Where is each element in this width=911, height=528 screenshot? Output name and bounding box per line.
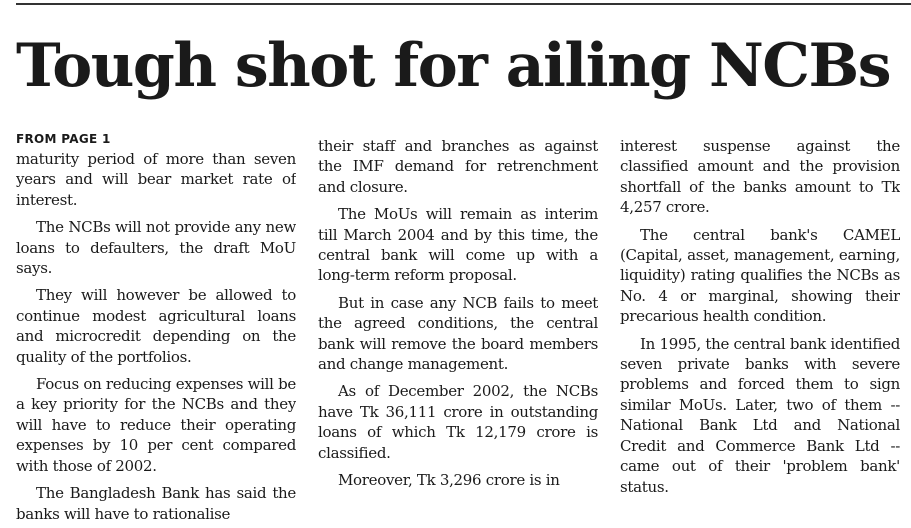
- article-paragraph: The central bank's CAMEL (Capital, asset, management, earning, liquidity) rating qualifies the NCBs as No. 4 or marginal, showing their precarious health condition.: [620, 225, 900, 326]
- article-headline: Tough shot for ailing NCBs: [16, 31, 891, 101]
- article-column-3: [620, 136, 900, 528]
- article-column-1: [16, 130, 296, 522]
- article-paragraph: interest suspense against the classified amount and the provision shortfall of the banks amount to Tk 4,257 crore.: [620, 137, 900, 217]
- article-paragraph: Focus on reducing expenses will be a key priority for the NCBs and they will have to reduce their operating expenses by 10 per cent compared with those of 2002.: [16, 375, 296, 475]
- article-paragraph: The MoUs will remain as interim till March 2004 and by this time, the central bank will come up with a long-term reform proposal.: [318, 205, 598, 285]
- article-paragraph: Moreover, Tk 3,296 crore is in: [338, 471, 560, 490]
- article-paragraph: their staff and branches as against the IMF demand for retrenchment and closure.: [318, 137, 598, 196]
- continuation-kicker: FROM PAGE 1: [16, 132, 111, 146]
- article-paragraph: maturity period of more than seven years and will bear market rate of interest.: [16, 150, 296, 209]
- article-paragraph: The Bangladesh Bank has said the banks will have to rationalise: [16, 484, 296, 522]
- article-paragraph: As of December 2002, the NCBs have Tk 36,111 crore in outstanding loans of which Tk 12,179 crore is classified.: [318, 382, 598, 462]
- top-rule: [16, 3, 911, 5]
- article-paragraph: The NCBs will not provide any new loans to defaulters, the draft MoU says.: [16, 218, 296, 278]
- article-paragraph: They will however be allowed to continue modest agricultural loans and microcredit depending on the quality of the portfolios.: [16, 286, 296, 366]
- article-paragraph: In 1995, the central bank identified seven private banks with severe problems and forced them to sign similar MoUs. Later, two of them -- National Bank Ltd and National Credit and Commerce Bank Ltd -- came out of their 'problem bank' status.: [620, 334, 900, 496]
- article-column-2: [318, 136, 598, 528]
- article-paragraph: But in case any NCB fails to meet the agreed conditions, the central bank will remove the board members and change management.: [318, 293, 598, 374]
